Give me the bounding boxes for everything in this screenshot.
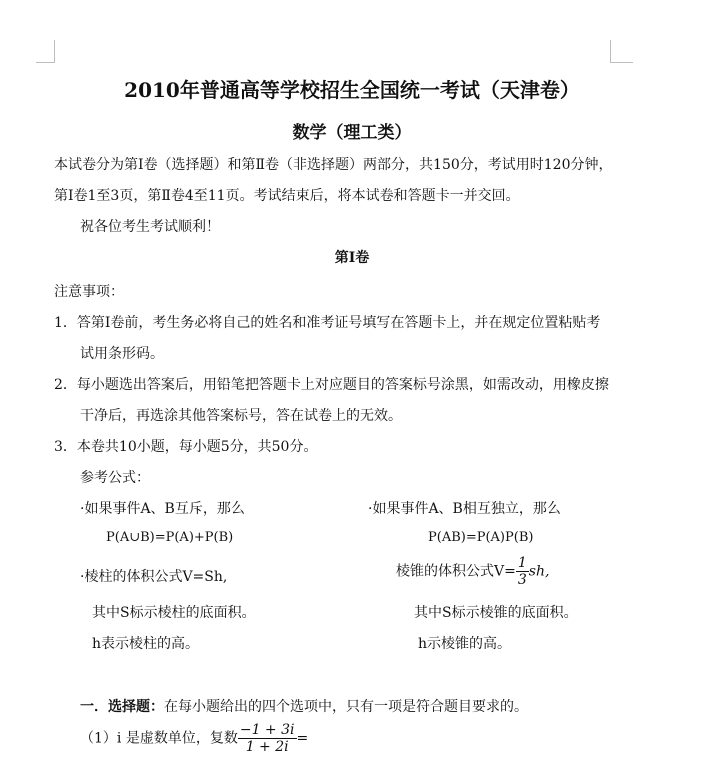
question-1: [80, 722, 308, 755]
note-2-line-2: 干净后，再选涂其他答案标号，答在试卷上的无效。: [80, 408, 402, 424]
complex-denominator: 1 + 2i: [245, 739, 289, 755]
corner-mark-top-left: [36, 40, 55, 63]
formula-indep: P(AB)=P(A)P(B): [428, 530, 534, 545]
intro-line-1: 本试卷分为第Ⅰ卷（选择题）和第Ⅱ卷（非选择题）两部分，共150分，考试用时120分钟，: [54, 157, 613, 173]
pyramid-base-area-note: 其中S标示棱锥的底面积。: [414, 605, 578, 621]
formula-mutex-label: ·如果事件A、B互斥，那么: [80, 501, 245, 517]
fraction-denominator: 3: [517, 572, 527, 588]
exam-title: 2010年普通高等学校招生全国统一考试（天津卷）: [124, 78, 580, 102]
pyramid-volume-prefix: 棱锥的体积公式V=: [396, 563, 516, 580]
note-3: 3．本卷共10小题，每小题5分，共50分。: [54, 439, 318, 455]
section-1-text: 在每小题给出的四个选项中，只有一项是符合题目要求的。: [164, 699, 528, 715]
intro-wish: 祝各位考生考试顺利！: [80, 219, 220, 235]
part1-heading: 第Ⅰ卷: [334, 250, 370, 266]
intro-line-2: 第Ⅰ卷1至3页，第Ⅱ卷4至11页。考试结束后，将本试卷和答题卡一并交回。: [54, 188, 520, 204]
formula-mutex: P(A∪B)=P(A)+P(B): [106, 530, 234, 545]
section-1-label: 一．选择题：: [80, 699, 164, 715]
prism-height-note: h表示棱柱的高。: [92, 636, 200, 652]
one-third-fraction: [516, 555, 529, 588]
note-1-line-1: 1．答第Ⅰ卷前，考生务必将自己的姓名和准考证号填写在答题卡上，并在规定位置粘贴考: [54, 315, 601, 331]
note-1-line-2: 试用条形码。: [80, 346, 164, 362]
section-1-heading: [80, 696, 528, 716]
pyramid-volume-suffix: sh,: [528, 563, 550, 580]
note-2-line-1: 2．每小题选出答案后，用铅笔把答题卡上对应题目的答案标号涂黑，如需改动，用橡皮擦: [54, 377, 609, 393]
pyramid-height-note: h示棱锥的高。: [418, 636, 512, 652]
corner-mark-top-right: [610, 40, 633, 63]
question-1-text: （1）i 是虚数单位，复数: [80, 730, 238, 747]
prism-base-area-note: 其中S标示棱柱的底面积。: [92, 605, 256, 621]
complex-numerator: −1 + 3i: [239, 722, 295, 738]
complex-fraction: [238, 722, 297, 755]
exam-subtitle: 数学（理工类）: [292, 123, 412, 143]
fraction-numerator: 1: [517, 555, 527, 571]
formulas-heading: 参考公式：: [80, 470, 150, 486]
prism-volume-formula: ·棱柱的体积公式V=Sh,: [80, 569, 228, 585]
notes-heading: 注意事项：: [54, 284, 124, 300]
formula-indep-label: ·如果事件A、B相互独立，那么: [368, 501, 561, 517]
pyramid-volume-formula: [396, 555, 549, 588]
question-1-equals: =: [296, 730, 309, 747]
